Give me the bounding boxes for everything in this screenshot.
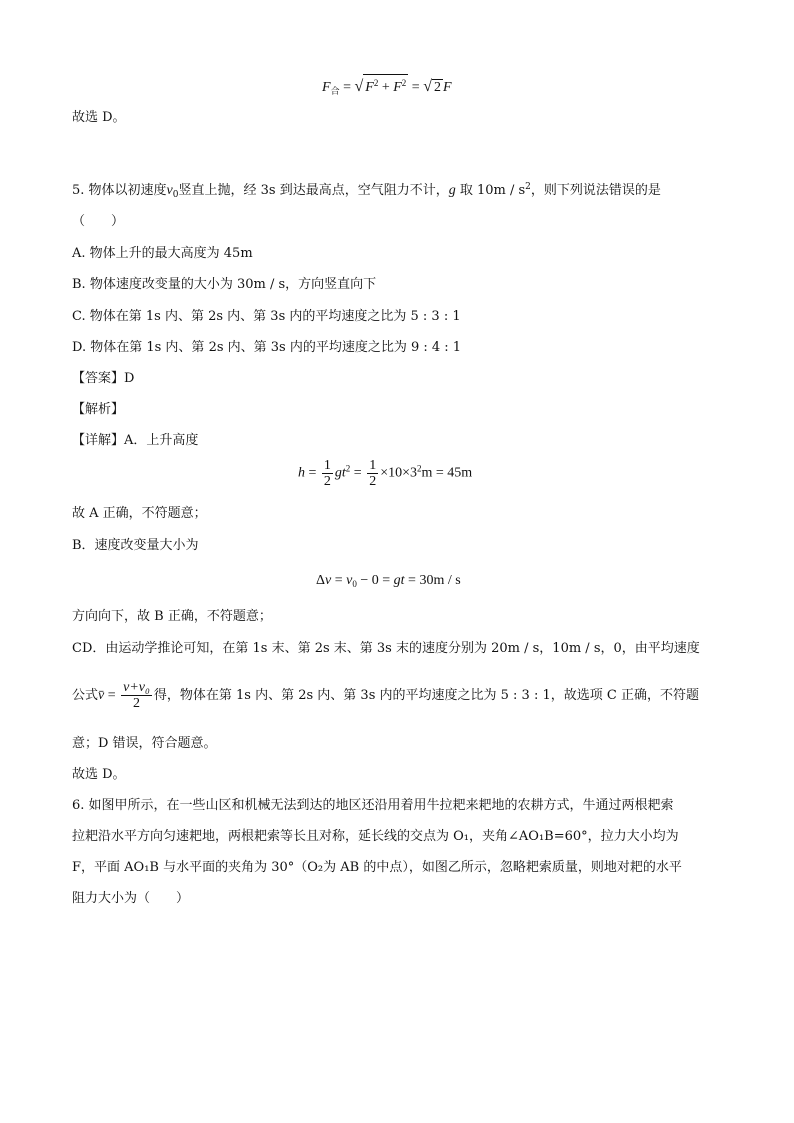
q5-stem-part3: 取 10m / s <box>455 183 526 198</box>
cd-frac-den: 2 <box>133 696 141 711</box>
h-eq: = <box>305 465 320 481</box>
detail-a-end: 故 A 正确，不符题意； <box>72 506 207 521</box>
q5-answer-blank: （ ） <box>72 214 125 229</box>
q5-stem-part1: 5. 物体以初速度 <box>72 183 167 198</box>
sqrt-symbol-2: √ <box>423 78 432 95</box>
q5-option-c: C. 物体在第 1s 内、第 2s 内、第 3s 内的平均速度之比为 5 : 3 : 1 <box>72 309 461 324</box>
rhs-radicand: 2 <box>433 80 441 95</box>
radicand-a: F <box>365 80 374 95</box>
frac1-num: 1 <box>323 458 331 473</box>
q5-option-d: D. 物体在第 1s 内、第 2s 内、第 3s 内的平均速度之比为 9 : 4 : 1 <box>72 340 462 355</box>
dv-gt: gt <box>393 573 405 588</box>
q6-line4: 阻力大小为（ ） <box>72 891 190 906</box>
radicand-b-exp: 2 <box>401 78 407 88</box>
q5-stem-v-sub: 0 <box>172 190 179 200</box>
h-lhs: h <box>298 465 305 481</box>
q5-stem-part2: 竖直上抛，经 3s 到达最高点，空气阻力不计， <box>178 183 449 198</box>
formula-eq2: = <box>408 80 424 95</box>
detail-a-text: A．上升高度 <box>124 433 199 448</box>
frac2-den: 2 <box>369 474 377 489</box>
q4-conclusion: 故选 D。 <box>72 110 126 125</box>
dv-v: v <box>325 573 332 588</box>
detail-b-intro: B．速度改变量大小为 <box>72 538 199 553</box>
dv-tail: = 30m / s <box>404 573 461 588</box>
cd-eq: = <box>104 688 120 703</box>
radicand-b: F <box>393 80 402 95</box>
dv-v0-sub: 0 <box>352 579 357 589</box>
q5-stem-exp: 2 <box>525 182 531 192</box>
formula-lhs-sub: 合 <box>330 86 340 96</box>
radicand <box>363 74 408 96</box>
h-rest: ×10×3 <box>380 465 417 481</box>
resultant-force-formula <box>322 74 452 100</box>
q5-option-b: B. 物体速度改变量的大小为 30m / s，方向竖直向下 <box>72 277 377 292</box>
cd-vbar: v̄ <box>98 688 105 703</box>
detail-label: 【详解】 <box>72 433 125 448</box>
q5-stem-part4: ，则下列说法错误的是 <box>530 183 661 198</box>
q6-line1: 6. 如图甲所示，在一些山区和机械无法到达的地区还沿用着用牛拉耙来耙地的农耕方式，牛通过两根耙索 <box>72 798 674 813</box>
formula-eq: = <box>339 80 355 95</box>
q5-conclusion: 故选 D。 <box>72 767 126 782</box>
q5-answer <box>72 370 134 388</box>
frac1-den: 2 <box>323 474 331 489</box>
detail-cd-line3: 意；D 错误，符合题意。 <box>72 736 217 751</box>
frac2-num: 1 <box>369 458 377 473</box>
q6-line2: 拉耙沿水平方向匀速耙地，两根耙索等长且对称，延长线的交点为 O₁，夹角∠AO₁B=60°，拉力大小均为 <box>72 829 679 844</box>
cd-post: 得，物体在第 1s 内、第 2s 内、第 3s 内的平均速度之比为 5 : 3 : 1，故选项 C 正确，不符题 <box>153 688 699 703</box>
fraction-half <box>322 458 333 489</box>
h-gt-exp: 2 <box>345 463 351 474</box>
answer-value: D <box>124 371 135 386</box>
height-formula <box>298 458 472 489</box>
h-eq2: = <box>350 465 366 481</box>
cd-pre: 公式 <box>72 688 99 703</box>
q5-stem-g: g <box>448 183 456 198</box>
detail-a-intro <box>72 432 198 450</box>
analysis-label: 【解析】 <box>72 402 125 417</box>
answer-label: 【答案】 <box>72 371 125 386</box>
sqrt-symbol: √ <box>354 78 364 95</box>
formula-lhs: F <box>322 80 331 95</box>
radicand-plus: + <box>378 80 394 95</box>
detail-cd-line2 <box>72 680 699 711</box>
h-rest-exp: 2 <box>417 463 422 474</box>
dv-delta: Δ <box>316 573 326 588</box>
detail-b-end: 方向向下，故 B 正确，不符题意； <box>72 609 272 624</box>
q5-option-a: A. 物体上升的最大高度为 45m <box>72 246 253 261</box>
rhs-var: F <box>442 80 452 95</box>
cd-fraction <box>121 680 152 711</box>
detail-cd-line1: CD．由运动学推论可知，在第 1s 末、第 2s 末、第 3s 末的速度分别为 20m / s，10m / s，0，由平均速度 <box>72 641 700 656</box>
fraction-half-2 <box>367 458 378 489</box>
radicand-a-exp: 2 <box>373 78 379 88</box>
h-rest-tail: m = 45m <box>421 465 473 481</box>
q6-line3: F，平面 AO₁B 与水平面的夹角为 30°（O₂为 AB 的中点），如图乙所示，忽略耙索质量，则地对耙的水平 <box>72 860 682 875</box>
h-gt: gt <box>334 465 346 481</box>
cd-frac-num: v+v₀ <box>123 680 150 695</box>
dv-eq: = <box>331 573 347 588</box>
q5-stem-v: v <box>166 183 173 198</box>
q5-stem <box>72 178 661 204</box>
dv-v0: v <box>346 573 353 588</box>
dv-rest: − 0 = <box>356 573 394 588</box>
delta-v-formula <box>316 572 461 593</box>
